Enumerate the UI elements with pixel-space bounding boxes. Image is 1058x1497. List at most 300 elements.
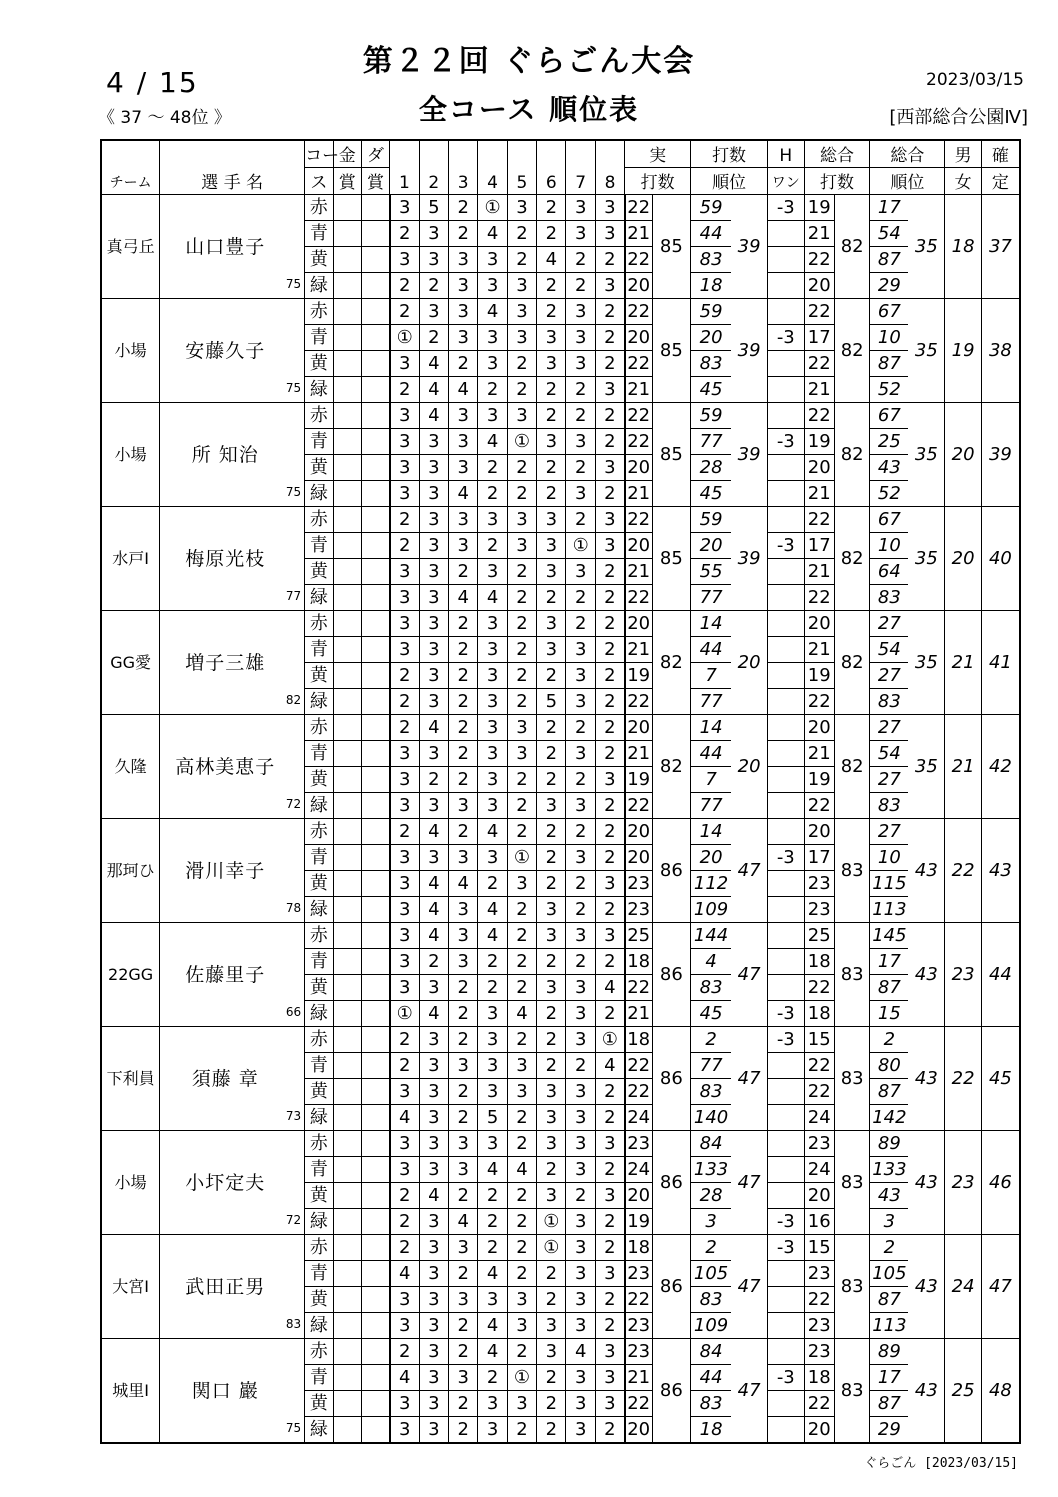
hole-score xyxy=(419,975,448,1001)
hole-score-value: 2 xyxy=(574,612,587,634)
hole-in-one-bonus: -3 xyxy=(768,325,804,351)
hole-score xyxy=(595,481,624,507)
hole-score xyxy=(566,975,595,1001)
round-total: 18 xyxy=(804,1001,834,1027)
hole-in-one-bonus: -3 xyxy=(768,1365,804,1391)
hole-score xyxy=(478,1417,507,1444)
hole-score-value: 2 xyxy=(516,690,528,712)
hole-score xyxy=(419,1183,448,1209)
hole-score-value: 3 xyxy=(516,404,528,426)
hole-score-value: 2 xyxy=(486,1210,499,1232)
hole-in-one-bonus: -3 xyxy=(768,845,804,871)
hole-score xyxy=(448,1235,477,1261)
hole-score-value: 3 xyxy=(486,1054,499,1076)
hole-score-value: 3 xyxy=(428,794,440,816)
hole-score-value: 3 xyxy=(428,1106,440,1128)
course-color: 黄 xyxy=(305,559,333,585)
hole-score-value: 3 xyxy=(398,794,411,816)
hole-score-value: 3 xyxy=(604,534,616,556)
hole-score xyxy=(390,455,419,481)
hole-score-value: 4 xyxy=(486,430,499,452)
hole-score-value: 3 xyxy=(516,1080,528,1102)
hole-score xyxy=(507,767,536,793)
round-score: 22 xyxy=(625,975,652,1001)
total-rank: 43 xyxy=(908,1027,944,1131)
hole-score xyxy=(566,663,595,689)
player-name-cell xyxy=(160,611,305,715)
round-rank: 133 xyxy=(691,1157,732,1183)
round-rank: 77 xyxy=(691,429,732,455)
footer-note: ぐらごん [2023/03/15] xyxy=(864,1456,1018,1471)
col-srank-2: 順位 xyxy=(691,168,768,195)
hole-score xyxy=(419,767,448,793)
col-actual-1: 実 xyxy=(625,140,691,168)
hole-score xyxy=(419,221,448,247)
hole-in-one-bonus xyxy=(768,585,804,611)
hole-score xyxy=(419,559,448,585)
hole-score-value: 3 xyxy=(574,1080,587,1102)
strokes-rank: 47 xyxy=(731,923,767,1027)
actual-strokes: 82 xyxy=(652,611,691,715)
hole-score-value: 2 xyxy=(516,664,528,686)
round-total: 21 xyxy=(804,377,834,403)
hole-score-value: 2 xyxy=(604,1080,616,1102)
hole-score xyxy=(478,1079,507,1105)
hole-score xyxy=(478,1105,507,1131)
hole-score xyxy=(507,351,536,377)
da-award xyxy=(361,611,389,637)
round-total: 22 xyxy=(804,793,834,819)
player-group xyxy=(101,1027,1020,1131)
hole-score-value: 4 xyxy=(428,898,440,920)
gold-award xyxy=(333,611,361,637)
hole-score-value: 3 xyxy=(428,1314,440,1336)
hole-score-value: 3 xyxy=(574,1002,587,1024)
hole-score-value: 4 xyxy=(486,300,499,322)
hole-score xyxy=(566,1365,595,1391)
player-age: 72 xyxy=(285,1213,302,1227)
hole-score xyxy=(537,1001,566,1027)
hole-score xyxy=(595,689,624,715)
round-rank: 83 xyxy=(691,1079,732,1105)
hole-score-value: 3 xyxy=(457,1366,469,1388)
player-group xyxy=(101,1131,1020,1235)
hole-score xyxy=(448,403,477,429)
hole-score xyxy=(419,507,448,533)
round-total: 21 xyxy=(804,481,834,507)
hole-score-value: 5 xyxy=(545,690,558,712)
player-name: 佐藤里子 xyxy=(185,963,266,986)
course-color: 黄 xyxy=(305,1079,333,1105)
hole-score xyxy=(448,611,477,637)
round-total-rank: 27 xyxy=(870,611,909,637)
player-name: 増子三雄 xyxy=(185,651,266,674)
hole-score-value: 3 xyxy=(574,1236,587,1258)
hole-score-value: 3 xyxy=(428,1054,440,1076)
hole-score-value: 3 xyxy=(398,248,411,270)
hole-in-one-bonus xyxy=(768,793,804,819)
round-rank: 112 xyxy=(691,871,732,897)
hole-score xyxy=(595,429,624,455)
venue-name: [西部総合公園Ⅳ] xyxy=(889,107,1028,128)
hole-score xyxy=(478,1183,507,1209)
round-score: 22 xyxy=(625,585,652,611)
hole-score xyxy=(537,1261,566,1287)
hole-score-value: 3 xyxy=(574,690,587,712)
hole-score-value: 2 xyxy=(398,664,411,686)
hole-score xyxy=(507,1417,536,1444)
hole-score xyxy=(566,793,595,819)
table-row xyxy=(101,195,1020,221)
hole-score xyxy=(390,1079,419,1105)
hole-score-value: 2 xyxy=(486,950,499,972)
hole-score xyxy=(390,1287,419,1313)
hole-score xyxy=(478,845,507,871)
hole-score-value: 3 xyxy=(604,378,616,400)
actual-strokes: 86 xyxy=(652,1131,691,1235)
round-total-rank: 54 xyxy=(870,741,909,767)
col-h-2: ワン xyxy=(768,168,804,195)
hole-score-value: 3 xyxy=(545,898,558,920)
hole-score-value: 3 xyxy=(486,846,499,868)
hole-score-value: 3 xyxy=(486,560,499,582)
hole-score xyxy=(566,429,595,455)
round-rank: 14 xyxy=(691,715,732,741)
round-total-rank: 43 xyxy=(870,1183,909,1209)
hole-score-value: 2 xyxy=(604,1106,616,1128)
hole-score-value: 2 xyxy=(516,352,528,374)
hole-score-value: 2 xyxy=(604,794,616,816)
gold-award xyxy=(333,793,361,819)
hole-score-value: 3 xyxy=(398,768,411,790)
hole-score-value: 2 xyxy=(457,222,469,244)
hole-score-value: 2 xyxy=(545,456,558,478)
hole-score-value: 2 xyxy=(398,1236,411,1258)
hole-in-one-bonus xyxy=(768,923,804,949)
hole-score-value: 3 xyxy=(545,1132,558,1154)
hole-score-value: 2 xyxy=(604,1288,616,1310)
gold-award xyxy=(333,689,361,715)
hole-score-value: 2 xyxy=(486,872,499,894)
hole-score xyxy=(507,1131,536,1157)
hole-score xyxy=(478,1209,507,1235)
round-total-rank: 83 xyxy=(870,689,909,715)
hole-score xyxy=(478,637,507,663)
hole-in-one-bonus xyxy=(768,1053,804,1079)
hole-score xyxy=(566,637,595,663)
team-name: 水戸Ⅰ xyxy=(101,507,160,611)
hole-score xyxy=(478,663,507,689)
hole-in-one-mark: ① xyxy=(396,1002,413,1024)
hole-score xyxy=(566,1235,595,1261)
hole-in-one-bonus xyxy=(768,871,804,897)
course-color: 赤 xyxy=(305,195,333,221)
hole-score xyxy=(537,195,566,221)
da-award xyxy=(361,819,389,845)
round-total: 19 xyxy=(804,767,834,793)
hole-score-value: 2 xyxy=(545,1392,558,1414)
hole-in-one-bonus: -3 xyxy=(768,1027,804,1053)
round-rank: 55 xyxy=(691,559,732,585)
hole-score xyxy=(595,273,624,299)
hole-score xyxy=(419,1105,448,1131)
hole-score xyxy=(566,1105,595,1131)
hole-score xyxy=(595,403,624,429)
gold-award xyxy=(333,559,361,585)
hole-score-value: 2 xyxy=(486,976,499,998)
hole-score-value: 3 xyxy=(457,1054,469,1076)
hole-score-value: 4 xyxy=(486,1340,499,1362)
hole-score-value: 3 xyxy=(486,326,499,348)
hole-score xyxy=(537,1417,566,1444)
hole-score-value: 3 xyxy=(574,560,587,582)
page-number: 4 / 15 xyxy=(106,66,199,99)
hole-score xyxy=(507,741,536,767)
hole-score xyxy=(448,455,477,481)
round-rank: 59 xyxy=(691,507,732,533)
hole-score xyxy=(595,1131,624,1157)
hole-score xyxy=(448,1105,477,1131)
hole-score-value: 2 xyxy=(574,716,587,738)
da-award xyxy=(361,377,389,403)
round-score: 22 xyxy=(625,403,652,429)
gender-rank: 22 xyxy=(945,819,981,923)
course-color: 黄 xyxy=(305,975,333,1001)
gold-award xyxy=(333,1001,361,1027)
hole-score-value: 3 xyxy=(428,1392,440,1414)
round-score: 22 xyxy=(625,247,652,273)
hole-score-value: 2 xyxy=(545,300,558,322)
hole-score-value: 3 xyxy=(574,638,587,660)
total-rank: 35 xyxy=(908,507,944,611)
round-total: 17 xyxy=(804,533,834,559)
hole-score xyxy=(448,247,477,273)
hole-score-value: 3 xyxy=(486,690,499,712)
hole-score-value: 2 xyxy=(545,768,558,790)
hole-score xyxy=(478,325,507,351)
hole-score-value: 2 xyxy=(574,768,587,790)
hole-score-value: 2 xyxy=(574,872,587,894)
gold-award xyxy=(333,195,361,221)
hole-score-value: 3 xyxy=(604,1262,616,1284)
round-total: 18 xyxy=(804,949,834,975)
round-total-rank: 52 xyxy=(870,481,909,507)
hole-score xyxy=(537,1287,566,1313)
total-rank: 43 xyxy=(908,923,944,1027)
hole-score xyxy=(566,507,595,533)
round-rank: 59 xyxy=(691,403,732,429)
round-total-rank: 105 xyxy=(870,1261,909,1287)
gender-rank: 21 xyxy=(945,715,981,819)
hole-score xyxy=(448,845,477,871)
hole-score xyxy=(595,351,624,377)
hole-score xyxy=(448,1001,477,1027)
hole-score-value: 3 xyxy=(545,1184,558,1206)
hole-score-value: 3 xyxy=(398,456,411,478)
hole-score-value: 2 xyxy=(545,1262,558,1284)
hole-score-value: 3 xyxy=(574,742,587,764)
round-score: 22 xyxy=(625,195,652,221)
hole-in-one-bonus xyxy=(768,637,804,663)
hole-score xyxy=(507,1079,536,1105)
hole-score-value: 2 xyxy=(457,1080,469,1102)
round-total-rank: 27 xyxy=(870,663,909,689)
total-rank: 43 xyxy=(908,1339,944,1444)
hole-score-value: 2 xyxy=(516,586,528,608)
hole-score-value: 2 xyxy=(457,612,469,634)
hole-score xyxy=(390,299,419,325)
hole-score-value: 4 xyxy=(574,1340,587,1362)
da-award xyxy=(361,559,389,585)
round-rank: 109 xyxy=(691,897,732,923)
hole-score-value: 3 xyxy=(545,794,558,816)
course-color: 緑 xyxy=(305,1209,333,1235)
hole-score xyxy=(507,533,536,559)
strokes-rank: 20 xyxy=(731,611,767,715)
round-rank: 28 xyxy=(691,1183,732,1209)
gold-award xyxy=(333,1313,361,1339)
course-color: 赤 xyxy=(305,715,333,741)
hole-score-value: 3 xyxy=(457,924,469,946)
round-total: 22 xyxy=(804,1079,834,1105)
hole-score-value: 2 xyxy=(428,950,440,972)
hole-score-value: 2 xyxy=(604,716,616,738)
hole-score xyxy=(478,715,507,741)
hole-score-value: 2 xyxy=(604,1210,616,1232)
hole-score-value: 3 xyxy=(604,1132,616,1154)
round-rank: 140 xyxy=(691,1105,732,1131)
round-total: 22 xyxy=(804,351,834,377)
hole-score-value: 2 xyxy=(516,1262,528,1284)
hole-score-value: 3 xyxy=(604,222,616,244)
course-color: 緑 xyxy=(305,897,333,923)
hole-score xyxy=(478,221,507,247)
hole-score xyxy=(537,325,566,351)
round-total-rank: 27 xyxy=(870,715,909,741)
total-strokes: 82 xyxy=(834,299,869,403)
hole-score xyxy=(507,1183,536,1209)
hole-score xyxy=(390,897,419,923)
hole-score xyxy=(390,559,419,585)
hole-score-value: 2 xyxy=(604,898,616,920)
col-hole-5: 5 xyxy=(507,140,536,195)
round-total: 22 xyxy=(804,403,834,429)
round-rank: 84 xyxy=(691,1131,732,1157)
round-total-rank: 2 xyxy=(870,1235,909,1261)
round-score: 21 xyxy=(625,741,652,767)
gold-award xyxy=(333,1391,361,1417)
hole-in-one-bonus xyxy=(768,481,804,507)
gold-award xyxy=(333,1209,361,1235)
player-group xyxy=(101,819,1020,923)
gold-award xyxy=(333,949,361,975)
hole-score-value: 3 xyxy=(428,248,440,270)
hole-score-value: 3 xyxy=(545,430,558,452)
hole-score xyxy=(537,299,566,325)
gender-rank: 21 xyxy=(945,611,981,715)
course-color: 赤 xyxy=(305,1235,333,1261)
hole-score-value: 3 xyxy=(428,976,440,998)
col-total-2: 打数 xyxy=(804,168,870,195)
hole-score-value: 4 xyxy=(457,586,469,608)
round-score: 23 xyxy=(625,1339,652,1365)
hole-score xyxy=(595,767,624,793)
hole-score xyxy=(448,819,477,845)
round-total-rank: 29 xyxy=(870,1417,909,1444)
hole-score xyxy=(478,403,507,429)
hole-score xyxy=(448,1261,477,1287)
final-rank: 43 xyxy=(981,819,1020,923)
round-total: 19 xyxy=(804,429,834,455)
team-name: 下利員 xyxy=(101,1027,160,1131)
hole-score xyxy=(507,1053,536,1079)
hole-score-value: 2 xyxy=(457,1184,469,1206)
round-total: 16 xyxy=(804,1209,834,1235)
round-score: 18 xyxy=(625,949,652,975)
hole-score xyxy=(537,1053,566,1079)
gender-rank: 23 xyxy=(945,1131,981,1235)
hole-score-value: 2 xyxy=(457,1262,469,1284)
round-rank: 77 xyxy=(691,793,732,819)
hole-score-value: 2 xyxy=(516,378,528,400)
hole-score xyxy=(390,273,419,299)
hole-score xyxy=(390,793,419,819)
round-total-rank: 87 xyxy=(870,975,909,1001)
hole-score-value: 5 xyxy=(428,196,440,218)
hole-in-one-bonus xyxy=(768,221,804,247)
player-age: 77 xyxy=(285,589,302,603)
hole-in-one-mark: ① xyxy=(513,430,530,452)
player-name: 須藤 章 xyxy=(191,1067,259,1090)
hole-score xyxy=(419,663,448,689)
hole-score-value: 3 xyxy=(398,612,411,634)
hole-score-value: 2 xyxy=(457,196,469,218)
hole-score-value: 3 xyxy=(457,326,469,348)
hole-score-value: 3 xyxy=(398,1418,411,1440)
hole-score-value: 4 xyxy=(516,1002,528,1024)
hole-score-value: 4 xyxy=(428,404,440,426)
hole-score-value: 3 xyxy=(574,1132,587,1154)
hole-score-value: 2 xyxy=(545,820,558,842)
hole-score xyxy=(537,1183,566,1209)
round-total-rank: 25 xyxy=(870,429,909,455)
hole-score xyxy=(595,325,624,351)
round-total-rank: 87 xyxy=(870,1079,909,1105)
hole-score-value: 3 xyxy=(574,1262,587,1284)
hole-score xyxy=(537,1027,566,1053)
hole-score-value: 3 xyxy=(398,586,411,608)
hole-score-value: 3 xyxy=(398,1158,411,1180)
hole-in-one-bonus xyxy=(768,1183,804,1209)
round-score: 22 xyxy=(625,351,652,377)
hole-score-value: 2 xyxy=(604,404,616,426)
hole-score-value: 2 xyxy=(398,690,411,712)
hole-score xyxy=(566,611,595,637)
page-title: 第２２回 ぐらごん大会 xyxy=(362,44,696,79)
col-actual-2: 打数 xyxy=(625,168,691,195)
table-row xyxy=(101,611,1020,637)
round-total-rank: 27 xyxy=(870,819,909,845)
round-total-rank: 145 xyxy=(870,923,909,949)
round-total: 22 xyxy=(804,1053,834,1079)
da-award xyxy=(361,1209,389,1235)
hole-score xyxy=(537,273,566,299)
hole-score xyxy=(537,481,566,507)
hole-score xyxy=(537,767,566,793)
col-gold-2: 賞 xyxy=(333,168,361,195)
course-color: 青 xyxy=(305,221,333,247)
course-color: 黄 xyxy=(305,1183,333,1209)
